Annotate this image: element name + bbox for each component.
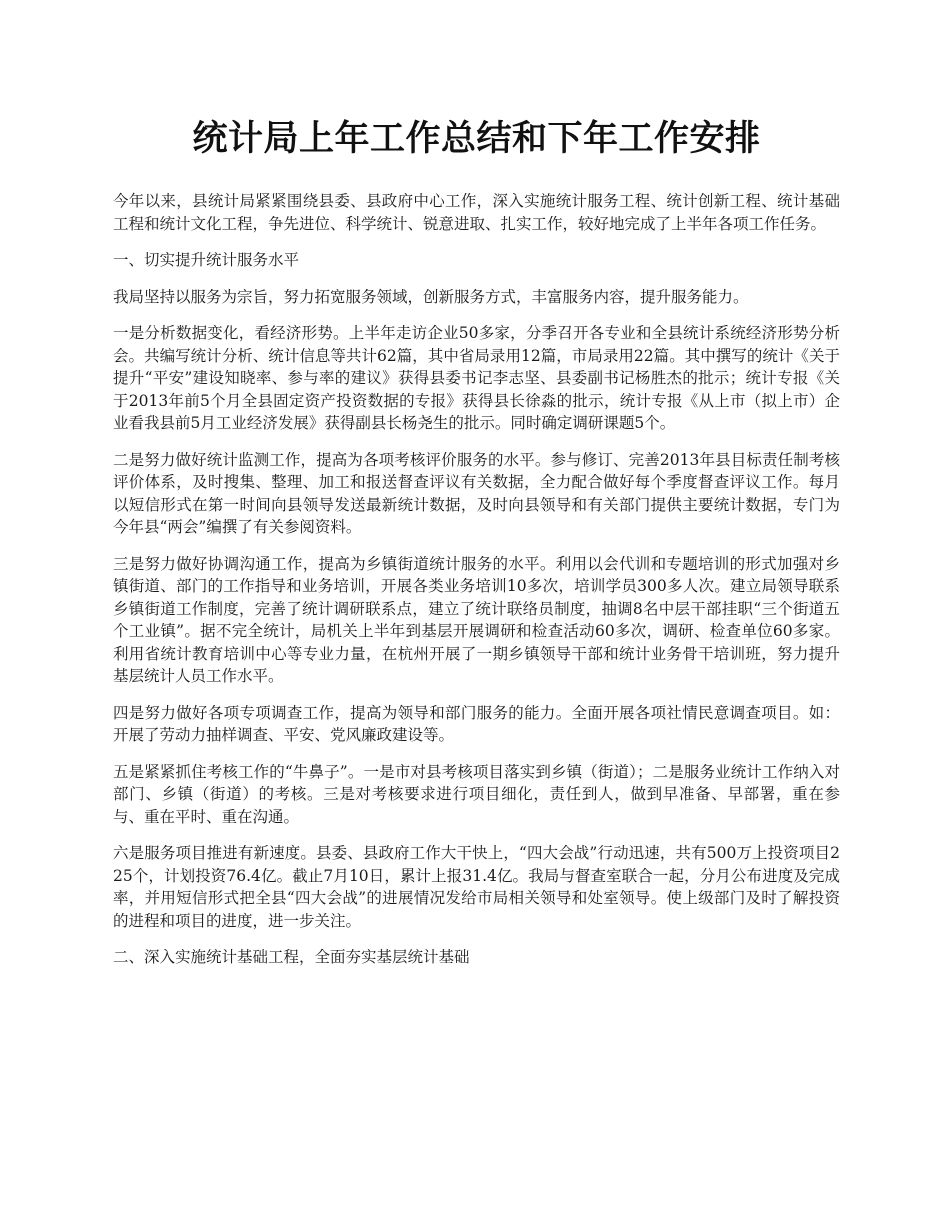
section-heading-2: 二、深入实施统计基础工程，全面夯实基层统计基础 [113, 948, 470, 966]
item-6-paragraph: 六是服务项目推进有新速度。县委、县政府工作大干快上，“四大会战”行动迅速，共有500万上投资项目225个，计划投资76.4亿。截止7月10日，累计上报31.4亿。我局与督查室联合一起，分月公布进度及完成率，并用短信形式把全县“四大会战”的进展情况发给市局相关领导和处室领导。使上级部门及时了解投资的进程和项目的进度，进一步关注。 [113, 844, 840, 930]
item-3-paragraph: 三是努力做好协调沟通工作，提高为乡镇街道统计服务的水平。利用以会代训和专题培训的形式加强对乡镇街道、部门的工作指导和业务培训，开展各类业务培训10多次，培训学员300多人次。建立局领导联系乡镇街道工作制度，完善了统计调研联系点，建立了统计联络员制度，抽调8名中层干部挂职“三个街道五个工业镇”。据不完全统计，局机关上半年到基层开展调研和检查活动60多次，调研、检查单位60多家。利用省统计教育培训中心等专业力量，在杭州开展了一期乡镇领导干部和统计业务骨干培训班，努力提升基层统计人员工作水平。 [113, 554, 840, 685]
document-body [113, 190, 840, 969]
section-1-intro: 我局坚持以服务为宗旨，努力拓宽服务领域，创新服务方式，丰富服务内容，提升服务能力。 [113, 287, 749, 306]
item-1-paragraph: 一是分析数据变化，看经济形势。上半年走访企业50多家，分季召开各专业和全县统计系统经济形势分析会。共编写统计分析、统计信息等共计62篇，其中省局录用12篇，市局录用22篇。其中撰写的统计《关于提升“平安”建设知晓率、参与率的建议》获得县委书记李志坚、县委副书记杨胜杰的批示；统计专报《关于2013年前5个月全县固定资产投资数据的专报》获得县长徐淼的批示，统计专报《从上市（拟上市）企业看我县前5月工业经济发展》获得副县长杨尧生的批示。同时确定调研课题5个。 [113, 324, 840, 432]
item-4-paragraph: 四是努力做好各项专项调查工作，提高为领导和部门服务的能力。全面开展各项社情民意调查项目。如：开展了劳动力抽样调查、平安、党风廉政建设等。 [113, 703, 840, 744]
document-page [113, 0, 840, 983]
intro-paragraph: 今年以来，县统计局紧紧围绕县委、县政府中心工作，深入实施统计服务工程、统计创新工程、统计基础工程和统计文化工程，争先进位、科学统计、锐意进取、扎实工作，较好地完成了上半年各项工作任务。 [113, 192, 840, 233]
section-heading-1: 一、切实提升统计服务水平 [113, 251, 300, 269]
item-2-paragraph: 二是努力做好统计监测工作，提高为各项考核评价服务的水平。参与修订、完善2013年县目标责任制考核评价体系，及时搜集、整理、加工和报送督查评议有关数据，全力配合做好每个季度督查评议工作。每月以短信形式在第一时间向县领导发送最新统计数据，及时向县领导和有关部门提供主要统计数据，专门为今年县“两会”编撰了有关参阅资料。 [113, 450, 840, 536]
document-title: 统计局上年工作总结和下年工作安排 [192, 119, 761, 159]
item-5-paragraph: 五是紧紧抓住考核工作的“牛鼻子”。一是市对县考核项目落实到乡镇（街道）；二是服务业统计工作纳入对部门、乡镇（街道）的考核。三是对考核要求进行项目细化，责任到人，做到早准备、早部署，重在参与、重在平时、重在沟通。 [113, 762, 840, 826]
